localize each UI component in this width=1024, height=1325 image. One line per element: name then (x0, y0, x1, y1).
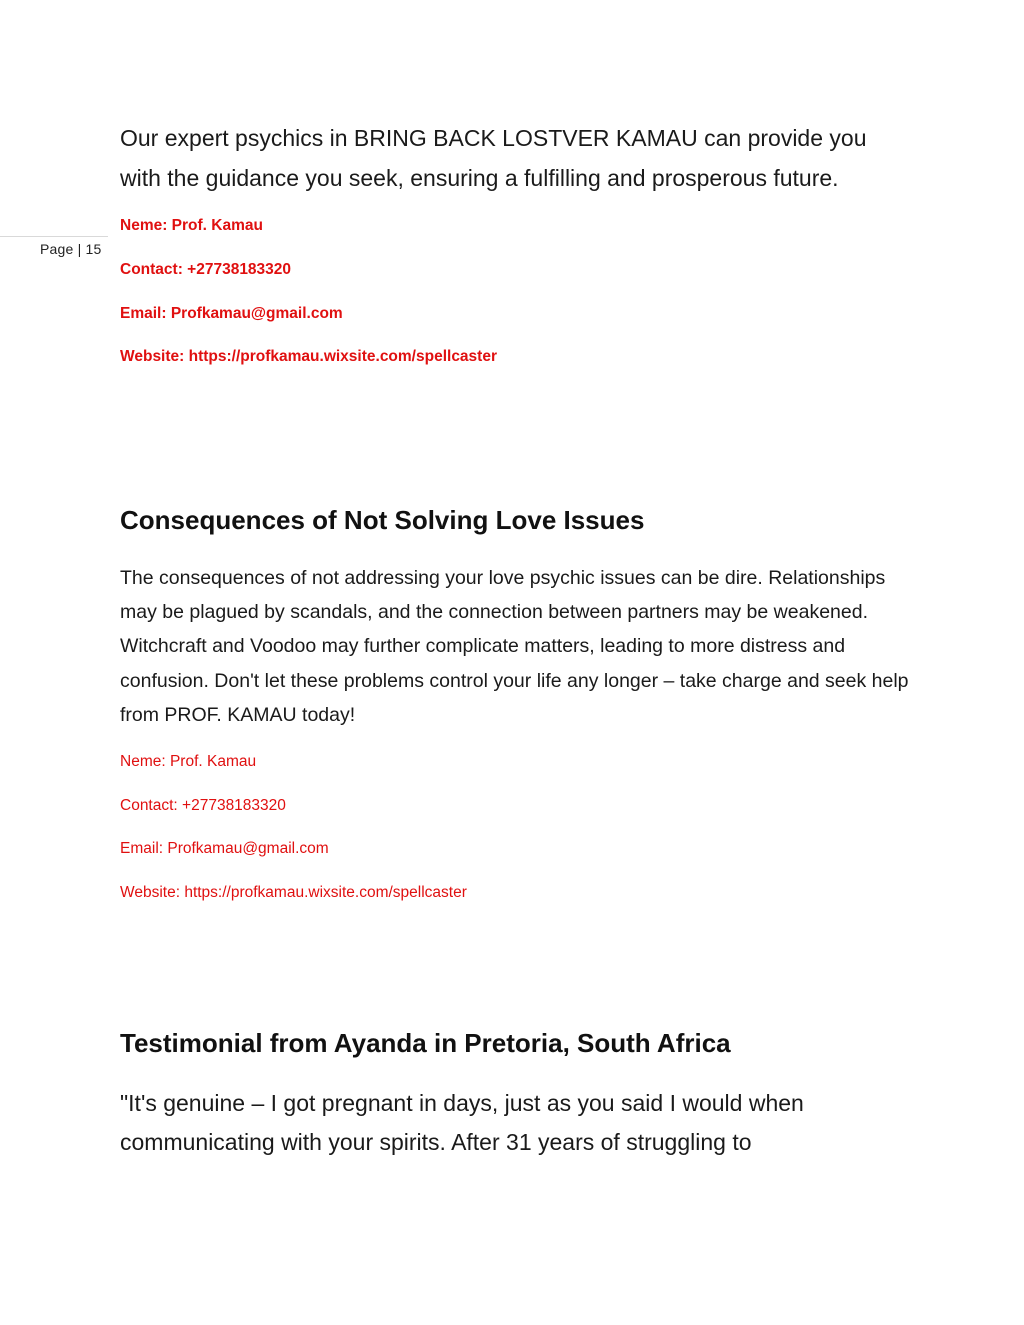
contact-website-bold: Website: https://profkamau.wixsite.com/spellcaster (120, 348, 497, 365)
contact-email: Email: Profkamau@gmail.com (120, 840, 329, 857)
contact-phone-bold: Contact: +27738183320 (120, 261, 292, 278)
page-number: Page | 15 (40, 241, 102, 257)
intro-paragraph: Our expert psychics in BRING BACK LOSTVER KAMAU can provide you with the guidance you seek, ensuring a fulfilling and prosperous future. (120, 125, 867, 191)
consequences-paragraph: The consequences of not addressing your love psychic issues can be dire. Relationships may be plagued by scandals, and the connection between partners may be weakened. Witchcraft and Voodoo may further complicate matters, leading to more distress and confusion. Don't let these problems control your life any longer – take charge and seek help from PROF. KAMAU today! (120, 567, 909, 726)
contact-phone: Contact: +27738183320 (120, 797, 286, 814)
testimonial-paragraph: "It's genuine – I got pregnant in days, just as you said I would when communicating with your spirits. After 31 years of struggling to (120, 1090, 804, 1155)
contact-email-bold: Email: Profkamau@gmail.com (120, 305, 343, 322)
testimonial-heading: Testimonial from Ayanda in Pretoria, South Africa (120, 1028, 731, 1058)
contact-name: Neme: Prof. Kamau (120, 753, 257, 770)
contact-website: Website: https://profkamau.wixsite.com/spellcaster (120, 884, 467, 901)
consequences-heading: Consequences of Not Solving Love Issues (120, 505, 645, 535)
page-margin-rule (0, 236, 108, 237)
contact-name-bold: Neme: Prof. Kamau (120, 217, 263, 234)
